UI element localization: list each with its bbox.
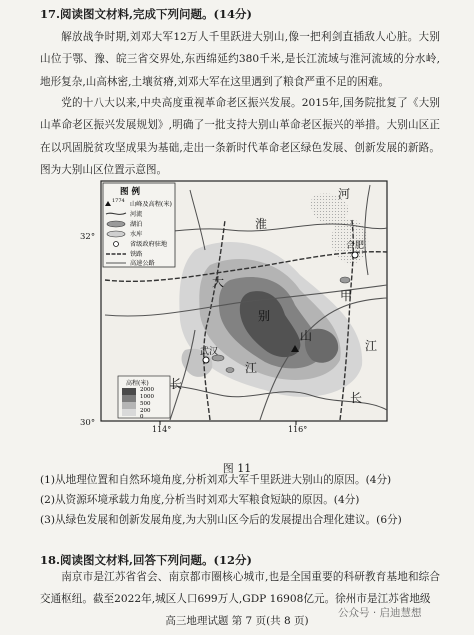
elevation-tick-2: 1000 (140, 394, 154, 400)
question-17-paragraph-2: 党的十八大以来,中央高度重视革命老区振兴发展。2015年,国务院批复了《大别山革命老区振兴发展规划》,明确了一批支持大别山革命老区振兴的举措。大别山区正在以巩固脱贫攻坚成果为基础,走出一条新时代革命老区绿色发展、创新发展的新路。图为大别山区位置示意图。 (40, 97, 440, 177)
map-legend (103, 183, 175, 267)
elevation-tick-4: 200 (140, 408, 151, 414)
legend-peak-value: 1774 (112, 198, 125, 204)
legend-title: 图 例 (120, 187, 140, 197)
legend-railway-label: 铁路 (130, 251, 143, 258)
lat-label-30: 30° (80, 418, 96, 428)
wuhan-marker (203, 357, 209, 363)
label-huai: 淮 (255, 217, 268, 231)
label-he: 河 (338, 187, 351, 201)
legend-lake-label: 湖泊 (130, 221, 143, 228)
lon-label-116: 116° (288, 425, 308, 434)
legend-highway-label: 高速公路 (130, 260, 155, 267)
question-17-paragraph-1: 解放战争时期,刘邓大军12万人千里跃进大别山,像一把利剑直插敌人心脏。大别山位于鄂、豫、皖三省交界处,东西绵延约380千米,是长江流域与淮河流域的分水岭,地形复杂,山高林密,土壤贫瘠,刘邓大军在这里遇到了粮食严重不足的困难。 (40, 31, 440, 88)
question-18-paragraph-1: 南京市是江苏省省会、南京都市圈核心城市,也是全国重要的科研教育基地和综合交通枢纽。截至2022年,城区人口699万人,GDP 16908亿元。徐州市是江苏省地级 (40, 571, 440, 606)
lat-label-32: 32° (80, 232, 96, 242)
question-17-sub-2: (2)从资源环境承载力角度,分析当时刘邓大军粮食短缺的原因。(4分) (40, 494, 360, 506)
legend-reservoir-label: 水库 (130, 231, 143, 238)
label-jiang-1: 江 (245, 361, 258, 375)
label-jiang-3: 江 (365, 339, 378, 353)
elevation-legend (118, 376, 170, 420)
legend-river-label: 河流 (130, 211, 143, 218)
question-17-sub-1: (1)从地理位置和自然环境角度,分析刘邓大军千里跃进大别山的原因。(4分) (40, 474, 392, 486)
legend-city-label: 省级政府驻地 (130, 241, 168, 248)
lon-label-114: 114° (152, 425, 172, 434)
label-shan: 山 (300, 329, 313, 343)
wechat-watermark: 公众号 · 启迪慧想 (338, 607, 422, 619)
lake-icon (107, 221, 125, 227)
elevation-legend-title: 高程(米) (126, 380, 149, 387)
hefei-marker (352, 252, 358, 258)
label-bie: 别 (258, 309, 271, 323)
legend-peak-label: 山峰及高程(米) (130, 201, 172, 208)
figure-caption: 图 11 (222, 462, 252, 475)
question-17-sub-3: (3)从绿色发展和创新发展角度,为大别山区今后的发展提出合理化建议。(6分) (40, 514, 402, 526)
page-footer: 高三地理试题 第 7 页(共 8 页) (165, 615, 309, 627)
elevation-tick-3: 500 (140, 401, 151, 407)
dabie-location-map (100, 180, 390, 435)
elevation-tick-1: 2000 (140, 387, 154, 393)
label-hefei: 合肥 (346, 241, 365, 251)
label-da: 大 (212, 275, 225, 289)
reservoir-icon (107, 231, 125, 237)
label-jia: 甲 (340, 289, 353, 303)
label-chang-1: 长 (170, 377, 183, 391)
question-17-header: 17.阅读图文材料,完成下列问题。(14分) (40, 7, 252, 21)
label-wuhan: 武汉 (200, 347, 219, 357)
question-18-header: 18.阅读图文材料,回答下列问题。(12分) (40, 553, 252, 567)
elevation-tick-5: 0 (140, 414, 144, 420)
city-icon (114, 242, 119, 247)
label-chang-2: 长 (350, 391, 363, 405)
